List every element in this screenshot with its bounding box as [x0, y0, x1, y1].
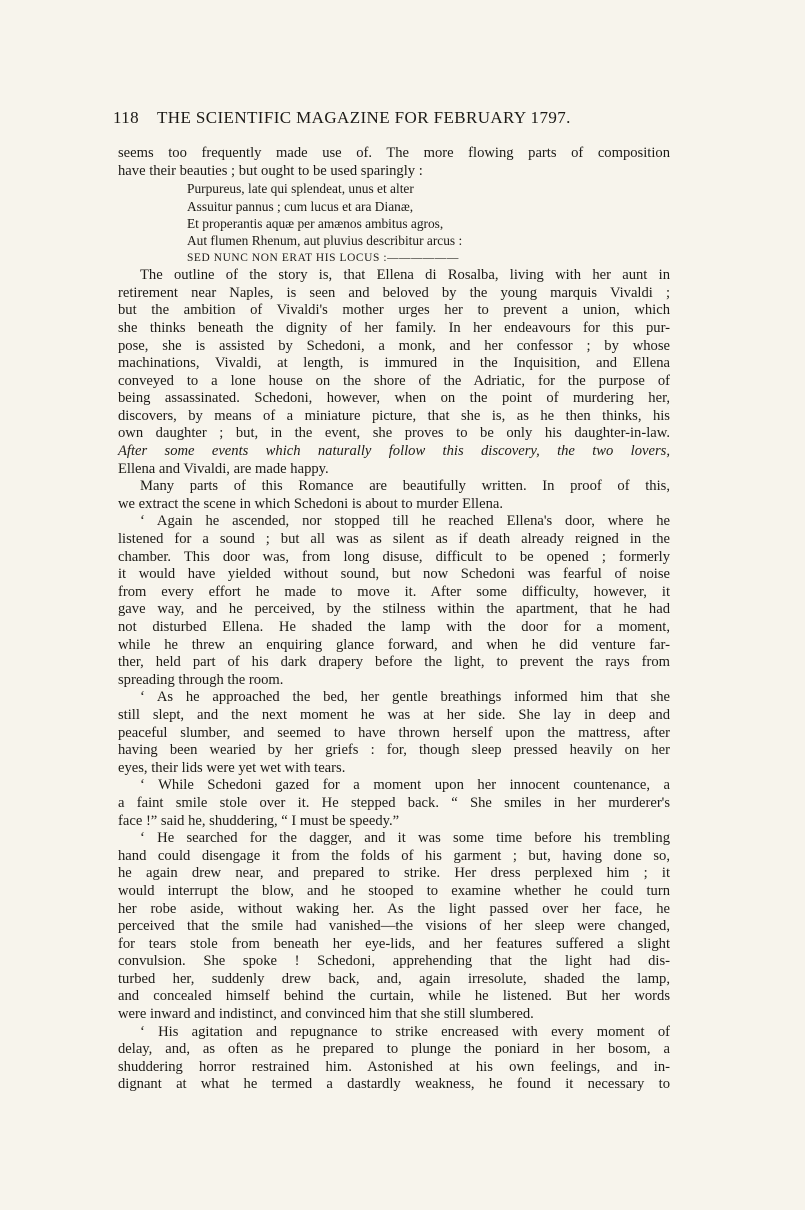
text-line: own daughter ; but, in the event, she proves to be only his daughter-in-law. — [118, 425, 670, 442]
text-line: peaceful slumber, and seemed to have thrown herself upon the mattress, after — [118, 724, 670, 741]
text-line: ‘ His agitation and repugnance to strike encreased with every moment of — [140, 1023, 670, 1040]
text-line: while he threw an enquiring glance forward, and when he did venture far- — [118, 636, 670, 653]
text-line: seems too frequently made use of. The more flowing parts of composition — [118, 145, 670, 161]
article-body — [118, 145, 670, 1094]
text-line: and concealed himself behind the curtain, while he listened. But her words — [118, 988, 670, 1005]
text-line: would interrupt the blow, and he stooped to examine whether he could turn — [118, 882, 670, 899]
paragraph-quoted-scene-5 — [118, 1024, 670, 1094]
verse-line: Purpureus, late qui splendeat, unus et alter — [187, 181, 414, 197]
text-line: her robe aside, without waking her. As the light passed over her face, he — [118, 900, 670, 917]
text-line: machinations, Vivaldi, at length, is immured in the Inquisition, and Ellena — [118, 355, 670, 372]
text-line: chamber. This door was, from long disuse, difficult to be opened ; formerly — [118, 548, 670, 565]
text-line: were inward and indistinct, and convinced him that she still slumbered. — [118, 1006, 534, 1023]
text-line: have their beauties ; but ought to be used sparingly : — [118, 162, 423, 179]
text-line: hand could disengage it from the folds of his garment ; but, having done so, — [118, 847, 670, 864]
verse-line: Et properantis aquæ per amænos ambitus agros, — [187, 215, 444, 231]
text-line: a faint smile stole over it. He stepped back. “ She smiles in her murderer's — [118, 794, 670, 811]
text-line: being assassinated. Schedoni, however, when on the point of murdering her, — [118, 390, 670, 407]
text-line — [118, 443, 670, 461]
text-line: she thinks beneath the dignity of her family. In her endeavours for this pur- — [118, 319, 670, 336]
text-line: Ellena and Vivaldi, are made happy. — [118, 460, 329, 477]
text-line: delay, and, as often as he prepared to plunge the poniard in her bosom, a — [118, 1041, 670, 1058]
paragraph-romance-praise — [118, 478, 670, 513]
text-line: ‘ While Schedoni gazed for a moment upon her innocent countenance, a — [140, 777, 670, 794]
text-line: pose, she is assisted by Schedoni, a monk, and her confessor ; by whose — [118, 337, 670, 354]
text-line: gave way, and he perceived, by the stilness within the apartment, that he had — [118, 601, 670, 618]
text-line: eyes, their lids were yet wet with tears. — [118, 759, 346, 776]
text-line: conveyed to a lone house on the shore of the Adriatic, for the purpose of — [118, 372, 670, 389]
text-line: ‘ As he approached the bed, her gentle breathings informed him that she — [140, 689, 670, 706]
text-line: it would have yielded without sound, but now Schedoni was fearful of noise — [118, 566, 670, 583]
text-line: The outline of the story is, that Ellena di Rosalba, living with her aunt in — [140, 267, 670, 284]
text-line: ther, held part of his dark drapery before the light, to prevent the rays from — [118, 654, 670, 671]
italic-text: After some events which naturally follow this discovery, the two lovers, — [118, 443, 670, 460]
text-line: listened for a sound ; but all was as silent as if death already reigned in the — [118, 531, 670, 548]
text-line: turbed her, suddenly drew back, and, again irresolute, shaded the lamp, — [118, 970, 670, 987]
text-line: not disturbed Ellena. He shaded the lamp with the door for a moment, — [118, 619, 670, 636]
text-line: ‘ Again he ascended, nor stopped till he reached Ellena's door, where he — [140, 513, 670, 530]
text-line: he again drew near, and prepared to strike. Her dress perplexed him ; it — [118, 865, 670, 882]
text-line: for tears stole from beneath her eye-lids, and her features suffered a slight — [118, 935, 670, 952]
text-line: dignant at what he termed a dastardly weakness, he found it necessary to — [118, 1076, 670, 1093]
text-line: but the ambition of Vivaldi's mother urges her to prevent a union, which — [118, 302, 670, 319]
paragraph-quoted-scene-3 — [118, 777, 670, 830]
text-line: we extract the scene in which Schedoni is about to murder Ellena. — [118, 495, 503, 512]
text-line: perceived that the smile had vanished—the visions of her sleep were changed, — [118, 918, 670, 935]
running-header — [113, 108, 673, 128]
latin-verse-quotation — [118, 180, 670, 267]
paragraph-story-outline — [118, 267, 670, 478]
text-line: spreading through the room. — [118, 671, 284, 688]
text-line: discovers, by means of a miniature picture, that she is, as he then thinks, his — [118, 407, 670, 424]
text-line: from every effort he made to move it. After some difficulty, however, it — [118, 583, 670, 600]
text-line: having been wearied by her griefs : for, though sleep pressed heavily on her — [118, 742, 670, 759]
verse-line: Aut flumen Rhenum, aut pluvius describitur arcus : — [187, 233, 463, 249]
paragraph-quoted-scene-1 — [118, 513, 670, 689]
text-line: retirement near Naples, is seen and beloved by the young marquis Vivaldi ; — [118, 284, 670, 301]
paragraph-quoted-scene-2 — [118, 689, 670, 777]
text-line: ‘ He searched for the dagger, and it was some time before his trembling — [140, 830, 670, 847]
text-line: still slept, and the next moment he was at her side. She lay in deep and — [118, 706, 670, 723]
text-line: convulsion. She spoke ! Schedoni, apprehending that the light had dis- — [118, 953, 670, 970]
paragraph-quoted-scene-4 — [118, 830, 670, 1024]
verse-line: SED NUNC NON ERAT HIS LOCUS :—————— — [187, 251, 460, 264]
text-line: Many parts of this Romance are beautifully written. In proof of this, — [140, 478, 670, 495]
running-title: THE SCIENTIFIC MAGAZINE FOR FEBRUARY 1797. — [157, 108, 571, 127]
page-number: 118 — [113, 108, 140, 127]
text-line: shuddering horror restrained him. Astonished at his own feelings, and in- — [118, 1058, 670, 1075]
verse-line: Assuitur pannus ; cum lucus et ara Dianæ, — [187, 198, 414, 214]
text-line: face !” said he, shuddering, “ I must be speedy.” — [118, 812, 400, 829]
